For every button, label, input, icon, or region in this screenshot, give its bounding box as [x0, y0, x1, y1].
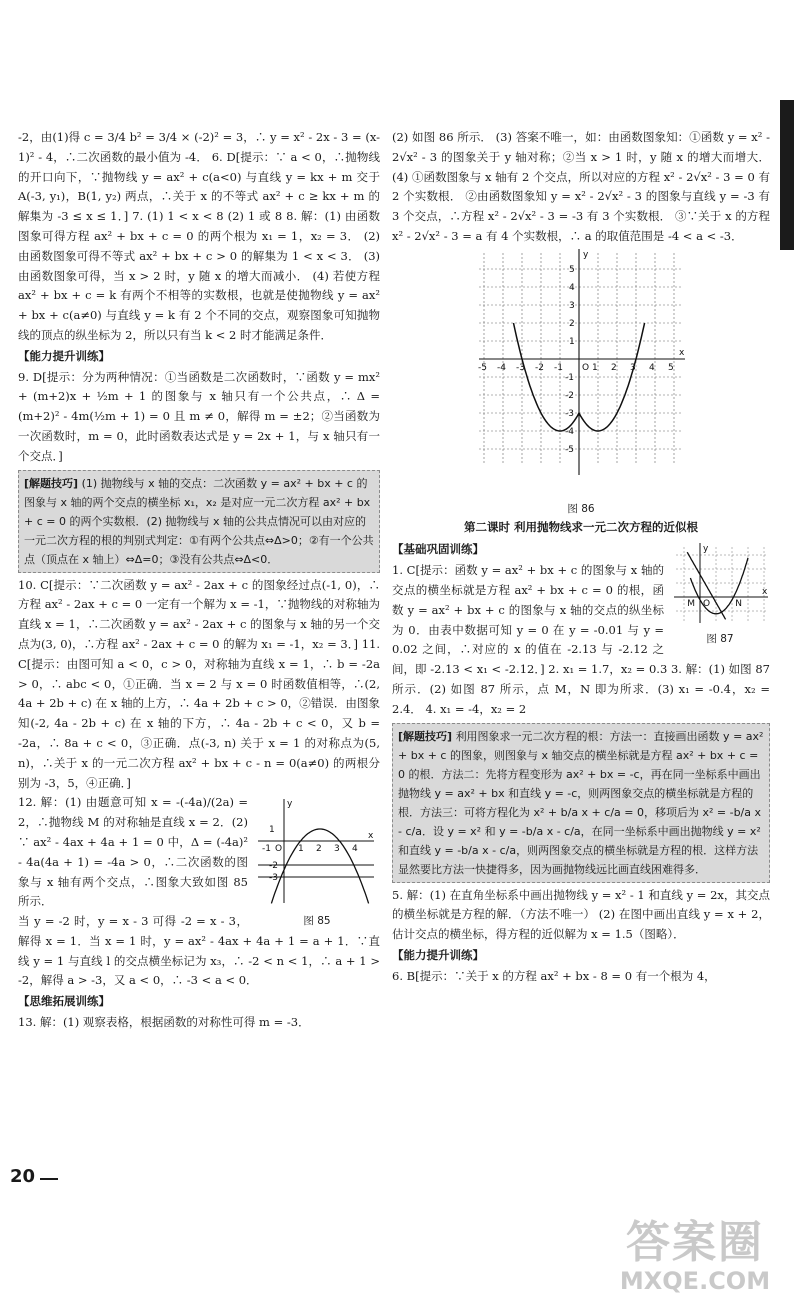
- x-tick-label: -2: [535, 362, 544, 373]
- answer-paragraph: 1. C[提示：函数 y = ax² + bx + c 的图象与 x 轴的交点的横坐标就是方程 ax² + bx + c = 0 的根，函数 y = ax² + bx + c 的图象与 x 轴的交点的纵坐标为 0．由表中数据可知 y = 0 在 y = -0.01 与 y = 0.02 之间，∴对应的 x 的值在 -2.13 与 -2.12 之间，即 -2.13 < x₁ < -2.12．] 2. x₁ = 1.7，x₂ = 0.3 3. 解：(1) 如图 87 所示．(2) 如图 87 所示，点 M，N 即为所求．(3) x₁ = -0.4，x₂ = 2.4． 4. x₁ = -4，x₂ = 2: [392, 563, 770, 716]
- figure-caption: 图 85: [303, 915, 331, 928]
- x-tick-label: 1: [592, 362, 598, 373]
- figure-85: [254, 795, 380, 928]
- figure-87-plot: [670, 541, 770, 625]
- x-tick-label: 4: [649, 362, 655, 373]
- point-label-n: N: [735, 599, 742, 610]
- tip-box: [18, 470, 380, 573]
- answer-paragraph: 6. B[提示：∵关于 x 的方程 ax² + bx - 8 = 0 有一个根为 4，: [392, 968, 716, 983]
- answer-paragraph: 9. D[提示：分为两种情况：①当函数是二次函数时，∵函数 y = mx² + (m+2)x + ½m + 1 的图象与 x 轴只有一个公共点，∴ Δ = (m+2)² - 4m(½m + 1) = 0 且 m ≠ 0，解得 m = ±2；②当函数为一次函数时，m = 0，此时函数表达式是 y = 2x + 1，与 x 轴只有一个交点．]: [18, 369, 380, 463]
- axis-label-y: y: [703, 544, 709, 555]
- x-tick-label: -5: [478, 362, 487, 373]
- section-heading: 【基础巩固训练】: [392, 542, 484, 557]
- figure-85-plot: [254, 795, 380, 907]
- x-tick-label: 2: [611, 362, 617, 373]
- page-number: 20: [10, 1166, 36, 1187]
- axis-label-y: y: [287, 799, 293, 810]
- y-tick-label: -4: [565, 426, 574, 437]
- watermark-url: MXQE.COM: [619, 1267, 771, 1295]
- figure-87: [670, 541, 770, 646]
- y-tick-label: 5: [569, 264, 575, 275]
- answer-paragraph: 10. C[提示：∵二次函数 y = ax² - 2ax + c 的图象经过点(-1, 0)，∴方程 ax² - 2ax + c = 0 一定有一个解为 x = -1，∵抛物线的对称轴为直线 x = 1，∴二次函数 y = ax² - 2ax + c 的图象与 x 轴的另一个交点为(3, 0)，∴方程 ax² - 2ax + c = 0 的解为 x₁ = -1，x₂ = 3．] 11. C[提示：由图可知 a < 0，c > 0，对称轴为直线 x = 1，∴ b = -2a > 0，∴ abc < 0，①正确．当 x = 2 与 x = 0 时函数值相等，∴(2, 4a + 2b + c) 在 x 轴的上方，∴ 4a + 2b + c > 0，②错误．由图象知(-2, 4a - 2b + c) 在 x 轴的下方，∴ 4a - 2b + c < 0，又 b = -2a，∴ 8a + c < 0，③正确．点(-3, n) 关于 x = 1 的对称点为(5, n)，∴关于 x 的一元二次方程 ax² + bx + c - n = 0(a≠0) 的两根分别为 -3，5，④正确．]: [18, 577, 380, 790]
- tip-text: 利用图象求一元二次方程的根：方法一：直接画出函数 y = ax² + bx + c 的图象，则图象与 x 轴交点的横坐标就是方程 ax² + bx + c = 0 的根．方法二：先将方程变形为 ax² + bx = -c，再在同一坐标系中画出抛物线 y = ax² + bx 和直线 y = -c，则两图象交点的横坐标就是方程的根．方法三：可将方程化为 x² + b/a x + c/a = 0，移项后为 x² = -b/a x - c/a．设 y = x² 和 y = -b/a x - c/a，在同一坐标系中画出抛物线 y = x² 和直线 y = -b/a x - c/a，则两图象交点的横坐标就是方程的根．这样方法显然要比方法一快捷得多，因为画抛物线远比画直线困难得多．: [398, 729, 764, 876]
- x-tick-label: -4: [497, 362, 506, 373]
- origin-label: O: [275, 844, 283, 855]
- axis-label-x: x: [368, 831, 374, 842]
- origin-label: O: [703, 599, 711, 610]
- y-tick-label: -3: [565, 408, 574, 419]
- answer-paragraph: -2，由(1)得 c = 3/4 b² = 3/4 × (-2)² = 3，∴ y = x² - 2x - 3 = (x-1)² - 4，∴二次函数的最小值为 -4． 6. D[提示：∵ a < 0，∴抛物线的开口向下，∵抛物线 y = ax² + c(a<0) 与直线 y = kx + m 交于 A(-3, y₁)，B(1, y₂) 两点，∴关于 x 的不等式 ax² + c ≥ kx + m 的解集为 -3 ≤ x ≤ 1．] 7. (1) 1 < x < 8 (2) 1 或 8 8. 解：(1) 由函数图象可得方程 ax² + bx + c = 0 的两个根为 x₁ = 1，x₂ = 3． (2) 由函数图象可得不等式 ax² + bx + c > 0 的解集为 1 < x < 3． (3) 由函数图象可得，当 x > 2 时，y 随 x 的增大而减小． (4) 若使方程 ax² + bx + c = k 有两个不相等的实数根，也就是使抛物线 y = ax² + bx + c(a≠0) 与直线 y = k 有 2 个不同的交点，观察图象可知抛物线的顶点的纵坐标为 2，所以只有当 k < 2 时才能满足条件．: [18, 130, 380, 342]
- watermark: [600, 1218, 790, 1298]
- tip-title: [解题技巧]: [398, 729, 453, 743]
- axis-label-x: x: [762, 587, 768, 598]
- tick-label: 4: [352, 844, 358, 855]
- axis-label-y: y: [583, 249, 589, 260]
- answer-paragraph: 12. 解：(1) 由题意可知 x = -(-4a)/(2a) = 2，∴抛物线 M 的对称轴是直线 x = 2．(2) ∵ ax² - 4ax + 4a + 1 = 0 中，Δ = (-4a)² - 4a(4a + 1) = -4a > 0，∴二次函数的图象与 x 轴有两个交点，∴图象大致如图 85 所示．: [18, 795, 248, 909]
- x-tick-label: 3: [630, 362, 636, 373]
- answer-paragraph: 当 y = -2 时，y = x - 3 可得 -2 = x - 3，解得 x = 1．当 x = 1 时，y = ax² - 4ax + 4a + 1 = a + 1．∵直线 y = 1 与直线 l 的交点横坐标记为 x₃，∴ -2 < n < 1，∴ a + 1 > -2，解得 a > -3，又 a < 0，∴ -3 < a < 0．: [18, 914, 380, 988]
- origin-label: O: [582, 362, 590, 373]
- y-tick-label: -1: [565, 372, 574, 383]
- section-heading: 【能力提升训练】: [392, 947, 484, 962]
- tick-label: 1: [298, 844, 304, 855]
- section-heading: 【思维拓展训练】: [18, 994, 110, 1009]
- answer-paragraph: 5. 解：(1) 在直角坐标系中画出抛物线 y = x² - 1 和直线 y = 2x，其交点的横坐标就是方程的解．（方法不唯一） (2) 在图中画出直线 y = x + 2，估计交点的横坐标，得方程的近似解为 x = 1.5（图略）．: [392, 887, 770, 942]
- tick-label: -3: [269, 873, 278, 884]
- section-heading: 【能力提升训练】: [18, 348, 110, 363]
- point-label-m: M: [687, 599, 695, 610]
- axis-label-x: x: [679, 347, 685, 358]
- watermark-logo-text: 答案圈: [626, 1217, 764, 1268]
- tip-title: [解题技巧]: [24, 476, 79, 490]
- lesson-title: 第二课时 利用抛物线求一元二次方程的近似根: [463, 519, 698, 534]
- y-tick-label: -5: [565, 444, 574, 455]
- y-tick-label: 1: [569, 336, 575, 347]
- tip-box: [392, 723, 770, 883]
- y-tick-label: 2: [569, 318, 575, 329]
- tick-label: 1: [269, 825, 275, 836]
- left-column: [18, 128, 380, 1033]
- y-tick-label: 4: [569, 282, 575, 293]
- y-tick-label: 3: [569, 300, 575, 311]
- tick-label: -1: [262, 844, 271, 855]
- right-column: [392, 128, 770, 987]
- tick-label: 3: [334, 844, 340, 855]
- x-tick-label: 5: [668, 362, 674, 373]
- answer-paragraph: (2) 如图 86 所示． (3) 答案不唯一，如：由函数图象知：①函数 y = x² - 2√x² - 3 的图象关于 y 轴对称；②当 x > 1 时，y 随 x 的增大而增大． (4) ①函数图象与 x 轴有 2 个交点，所以对应的方程 x² - 2√x² - 3 = 0 有 2 个实数根． ②由函数图象知 y = x² - 2√x² - 3 的图象与直线 y = -3 有 3 个交点，∴方程 x² - 2√x² - 3 = -3 有 3 个实数根． ③∵关于 x 的方程 x² - 2√x² - 3 = a 有 4 个实数根，∴ a 的取值范围是 -4 < a < -3．: [392, 130, 770, 243]
- tick-label: 2: [316, 844, 322, 855]
- x-tick-label: -3: [516, 362, 525, 373]
- page-edge-tab: [780, 100, 794, 250]
- parabola-curve: [271, 829, 368, 903]
- figure-caption: 图 86: [567, 502, 595, 515]
- tip-text: (1) 抛物线与 x 轴的交点：二次函数 y = ax² + bx + c 的图象与 x 轴的两个交点的横坐标 x₁，x₂ 是对应一元二次方程 ax² + bx + c = 0 的两个实数根．(2) 抛物线与 x 轴的公共点情况可以由对应的一元二次方程的根的判别式判定：①有两个公共点⇔Δ>0；②有一个公共点（顶点在 x 轴上）⇔Δ=0；③没有公共点⇔Δ<0．: [24, 476, 374, 566]
- page-number-rule: [40, 1178, 58, 1180]
- figure-86-plot: [471, 247, 691, 495]
- answer-paragraph: 13. 解：(1) 观察表格，根据函数的对称性可得 m = -3．: [18, 1015, 310, 1030]
- y-tick-label: -2: [565, 390, 574, 401]
- figure-86: [392, 247, 770, 516]
- figure-caption: 图 87: [706, 633, 734, 646]
- tick-label: -2: [269, 861, 278, 872]
- x-tick-label: -1: [554, 362, 563, 373]
